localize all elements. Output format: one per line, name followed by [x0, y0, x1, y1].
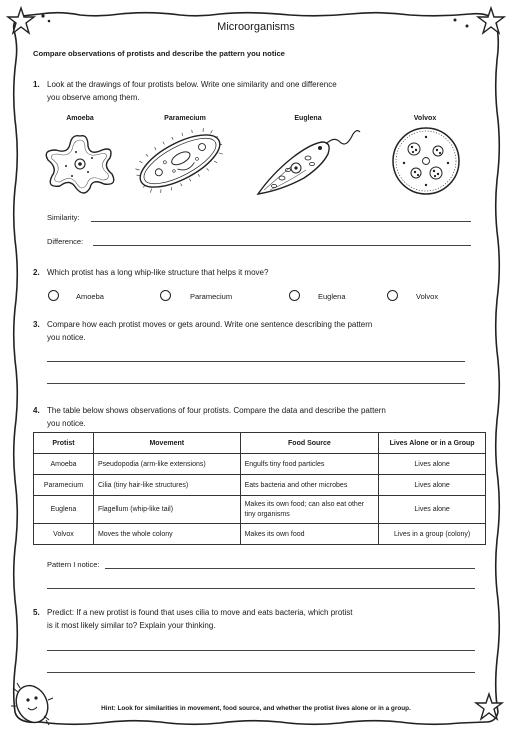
table-cell: Lives alone: [379, 454, 486, 475]
question-3-line2: you notice.: [47, 333, 86, 342]
table-cell: Volvox: [34, 524, 94, 545]
protist-label-paramecium: Paramecium: [164, 115, 206, 122]
amoeba-illustration: [40, 128, 120, 198]
table-cell: Cilia (tiny hair-like structures): [93, 475, 240, 496]
table-cell: Makes its own food: [240, 524, 379, 545]
answer-line[interactable]: [47, 672, 475, 673]
page-title: Microorganisms: [217, 21, 295, 33]
question-1-number: 1.: [33, 80, 40, 89]
option-label-euglena: Euglena: [318, 292, 346, 301]
question-5-number: 5.: [33, 608, 40, 617]
difference-answer-line[interactable]: [93, 245, 471, 246]
question-1-text: [47, 78, 337, 104]
question-3-number: 3.: [33, 320, 40, 329]
question-4-text: [47, 404, 386, 430]
answer-line[interactable]: [47, 361, 465, 362]
pattern-answer-line[interactable]: [105, 568, 475, 569]
question-4-line2: you notice.: [47, 419, 86, 428]
answer-line[interactable]: [47, 588, 475, 589]
protist-label-volvox: Volvox: [413, 115, 437, 122]
paramecium-illustration: [130, 125, 230, 197]
table-row: [34, 496, 486, 524]
column-header: Movement: [93, 433, 240, 454]
radio-option-volvox[interactable]: [387, 290, 398, 301]
question-2-number: 2.: [33, 268, 40, 277]
table-cell: Engulfs tiny food particles: [240, 454, 379, 475]
radio-option-euglena[interactable]: [289, 290, 300, 301]
table-row: [34, 475, 486, 496]
table-cell: Amoeba: [34, 454, 94, 475]
answer-line[interactable]: [47, 650, 475, 651]
question-1-line2: you observe among them.: [47, 93, 140, 102]
table-cell: Makes its own food; can also eat other tiny organisms: [240, 496, 379, 524]
table-row: [34, 524, 486, 545]
table-cell: Eats bacteria and other microbes: [240, 475, 379, 496]
table-cell: Moves the whole colony: [93, 524, 240, 545]
table-header-row: [34, 433, 486, 454]
hint-text: Hint: Look for similarities in movement, food source, and whether the protist lives alone or in a group.: [101, 705, 411, 712]
option-label-paramecium: Paramecium: [190, 292, 233, 301]
difference-label: Difference:: [47, 237, 84, 246]
question-4-line1: The table below shows observations of four protists. Compare the data and describe the pattern: [47, 406, 386, 415]
euglena-illustration: [252, 122, 362, 200]
question-5-line1: Predict: If a new protist is found that uses cilia to move and eats bacteria, which protist: [47, 608, 353, 617]
question-4-number: 4.: [33, 406, 40, 415]
similarity-label: Similarity:: [47, 213, 80, 222]
column-header: Lives Alone or in a Group: [379, 433, 486, 454]
table-row: [34, 454, 486, 475]
option-label-volvox: Volvox: [416, 292, 439, 301]
pattern-label: Pattern I notice:: [47, 560, 100, 569]
table-cell: Flagellum (whip-like tail): [93, 496, 240, 524]
protist-label-euglena: Euglena: [294, 115, 322, 122]
question-5-line2: is it most likely similar to? Explain your thinking.: [47, 621, 216, 630]
table-cell: Paramecium: [34, 475, 94, 496]
table-cell: Lives alone: [379, 496, 486, 524]
radio-option-paramecium[interactable]: [160, 290, 171, 301]
volvox-illustration: [390, 125, 462, 197]
observations-table: [33, 432, 486, 545]
radio-option-amoeba[interactable]: [48, 290, 59, 301]
question-1-line1: Look at the drawings of four protists below. Write one similarity and one difference: [47, 80, 337, 89]
column-header: Protist: [34, 433, 94, 454]
microbe-cartoon-icon: [10, 680, 54, 728]
table-cell: Lives alone: [379, 475, 486, 496]
option-label-amoeba: Amoeba: [76, 292, 104, 301]
protist-label-amoeba: Amoeba: [66, 115, 94, 122]
table-cell: Euglena: [34, 496, 94, 524]
question-3-text: [47, 318, 372, 344]
question-2-text: Which protist has a long whip-like structure that helps it move?: [47, 268, 269, 277]
table-cell: Pseudopodia (arm-like extensions): [93, 454, 240, 475]
answer-line[interactable]: [47, 383, 465, 384]
instruction-text: Compare observations of protists and describe the pattern you notice: [33, 49, 285, 58]
column-header: Food Source: [240, 433, 379, 454]
question-5-text: [47, 606, 352, 632]
similarity-answer-line[interactable]: [91, 221, 471, 222]
table-cell: Lives in a group (colony): [379, 524, 486, 545]
question-3-line1: Compare how each protist moves or gets around. Write one sentence describing the pattern: [47, 320, 373, 329]
